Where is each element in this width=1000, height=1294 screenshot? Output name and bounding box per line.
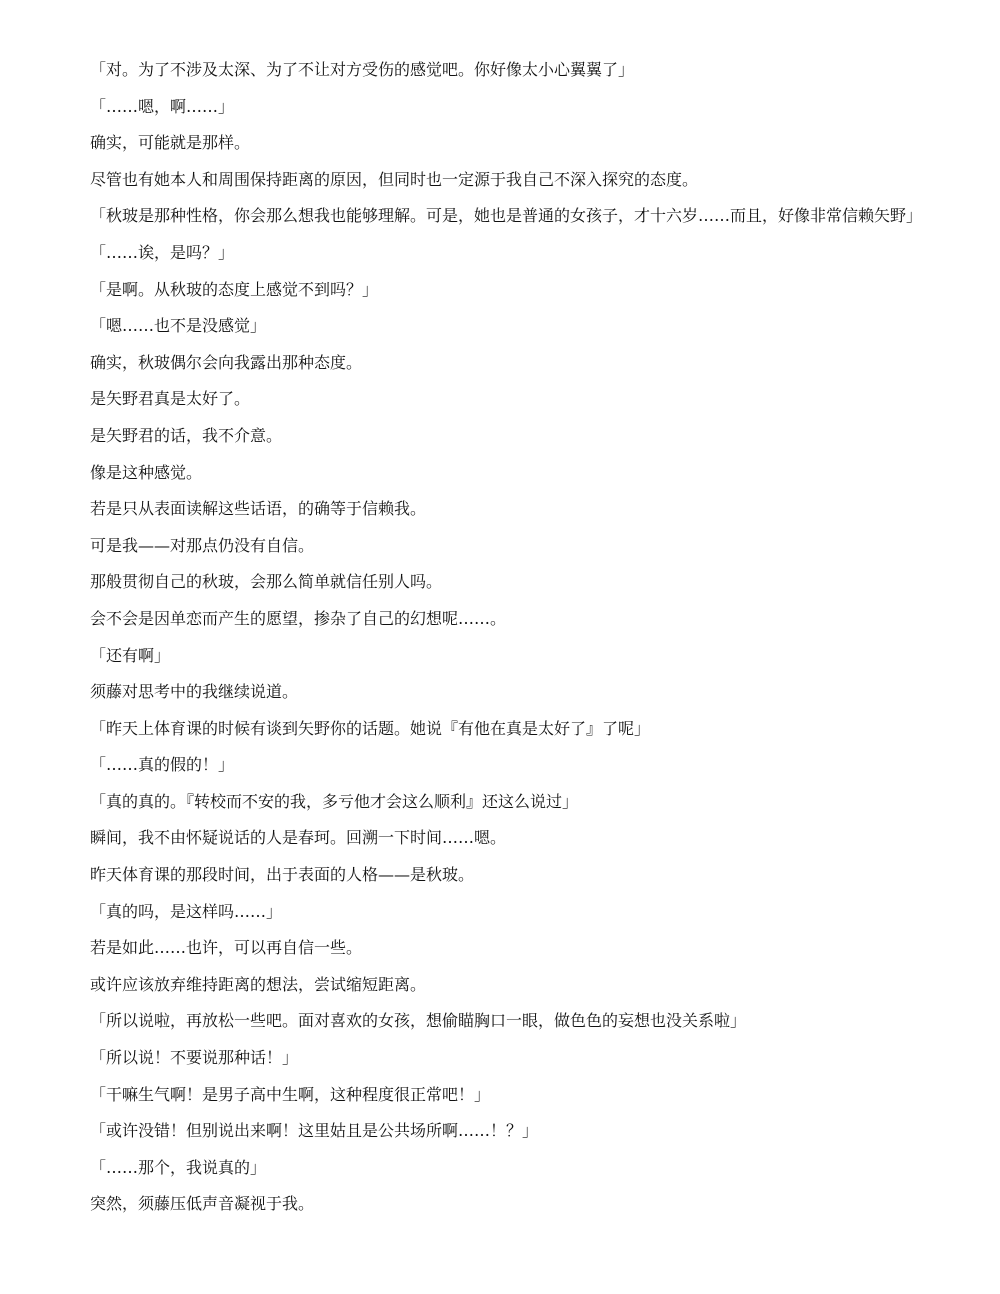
text-line: 若是如此……也许，可以再自信一些。 xyxy=(90,938,363,958)
text-line: 瞬间，我不由怀疑说话的人是春珂。回溯一下时间……嗯。 xyxy=(90,828,507,848)
text-line: 「昨天上体育课的时候有谈到矢野你的话题。她说『有他在真是太好了』了呢」 xyxy=(90,718,651,738)
text-line: 或许应该放弃维持距离的想法，尝试缩短距离。 xyxy=(90,974,427,994)
text-line: 「真的真的。『转校而不安的我，多亏他才会这么顺利』还这么说过」 xyxy=(90,791,579,811)
text-line: 像是这种感觉。 xyxy=(90,462,203,482)
text-line: 若是只从表面读解这些话语，的确等于信赖我。 xyxy=(90,499,427,519)
text-line: 突然，须藤压低声音凝视于我。 xyxy=(90,1194,315,1214)
text-line: 「所以说啦，再放松一些吧。面对喜欢的女孩，想偷瞄胸口一眼，做色色的妄想也没关系啦」 xyxy=(90,1011,747,1031)
text-line: 「或许没错！但别说出来啊！这里姑且是公共场所啊……！？」 xyxy=(90,1121,539,1141)
text-line: 「嗯……也不是没感觉」 xyxy=(90,316,267,336)
text-line: 昨天体育课的那段时间，出于表面的人格——是秋玻。 xyxy=(90,865,475,885)
text-line: 那般贯彻自己的秋玻，会那么简单就信任别人吗。 xyxy=(90,572,443,592)
text-line: 是矢野君真是太好了。 xyxy=(90,389,251,409)
text-line: 是矢野君的话，我不介意。 xyxy=(90,425,283,445)
text-line: 确实，可能就是那样。 xyxy=(90,133,251,153)
text-line: 会不会是因单恋而产生的愿望，掺杂了自己的幻想呢……。 xyxy=(90,608,507,628)
text-line: 「秋玻是那种性格，你会那么想我也能够理解。可是，她也是普通的女孩子，才十六岁……而且，好像非常信赖矢野」 xyxy=(90,206,923,226)
text-line: 「……真的假的！」 xyxy=(90,755,235,775)
text-line: 尽管也有她本人和周围保持距离的原因，但同时也一定源于我自己不深入探究的态度。 xyxy=(90,169,699,189)
text-line: 「所以说！不要说那种话！」 xyxy=(90,1048,299,1068)
text-line: 「真的吗，是这样吗……」 xyxy=(90,901,283,921)
text-line: 「……那个，我说真的」 xyxy=(90,1157,267,1177)
text-line: 「……诶，是吗？」 xyxy=(90,242,235,262)
text-line: 须藤对思考中的我继续说道。 xyxy=(90,682,299,702)
text-line: 「对。为了不涉及太深、为了不让对方受伤的感觉吧。你好像太小心翼翼了」 xyxy=(90,60,635,79)
text-line: 「还有啊」 xyxy=(90,645,171,665)
text-line: 可是我——对那点仍没有自信。 xyxy=(90,535,315,555)
text-line: 「是啊。从秋玻的态度上感觉不到吗？」 xyxy=(90,279,379,299)
text-line: 「干嘛生气啊！是男子高中生啊，这种程度很正常吧！」 xyxy=(90,1084,491,1104)
text-line: 确实，秋玻偶尔会向我露出那种态度。 xyxy=(90,352,363,372)
text-line: 「……嗯，啊……」 xyxy=(90,96,235,116)
